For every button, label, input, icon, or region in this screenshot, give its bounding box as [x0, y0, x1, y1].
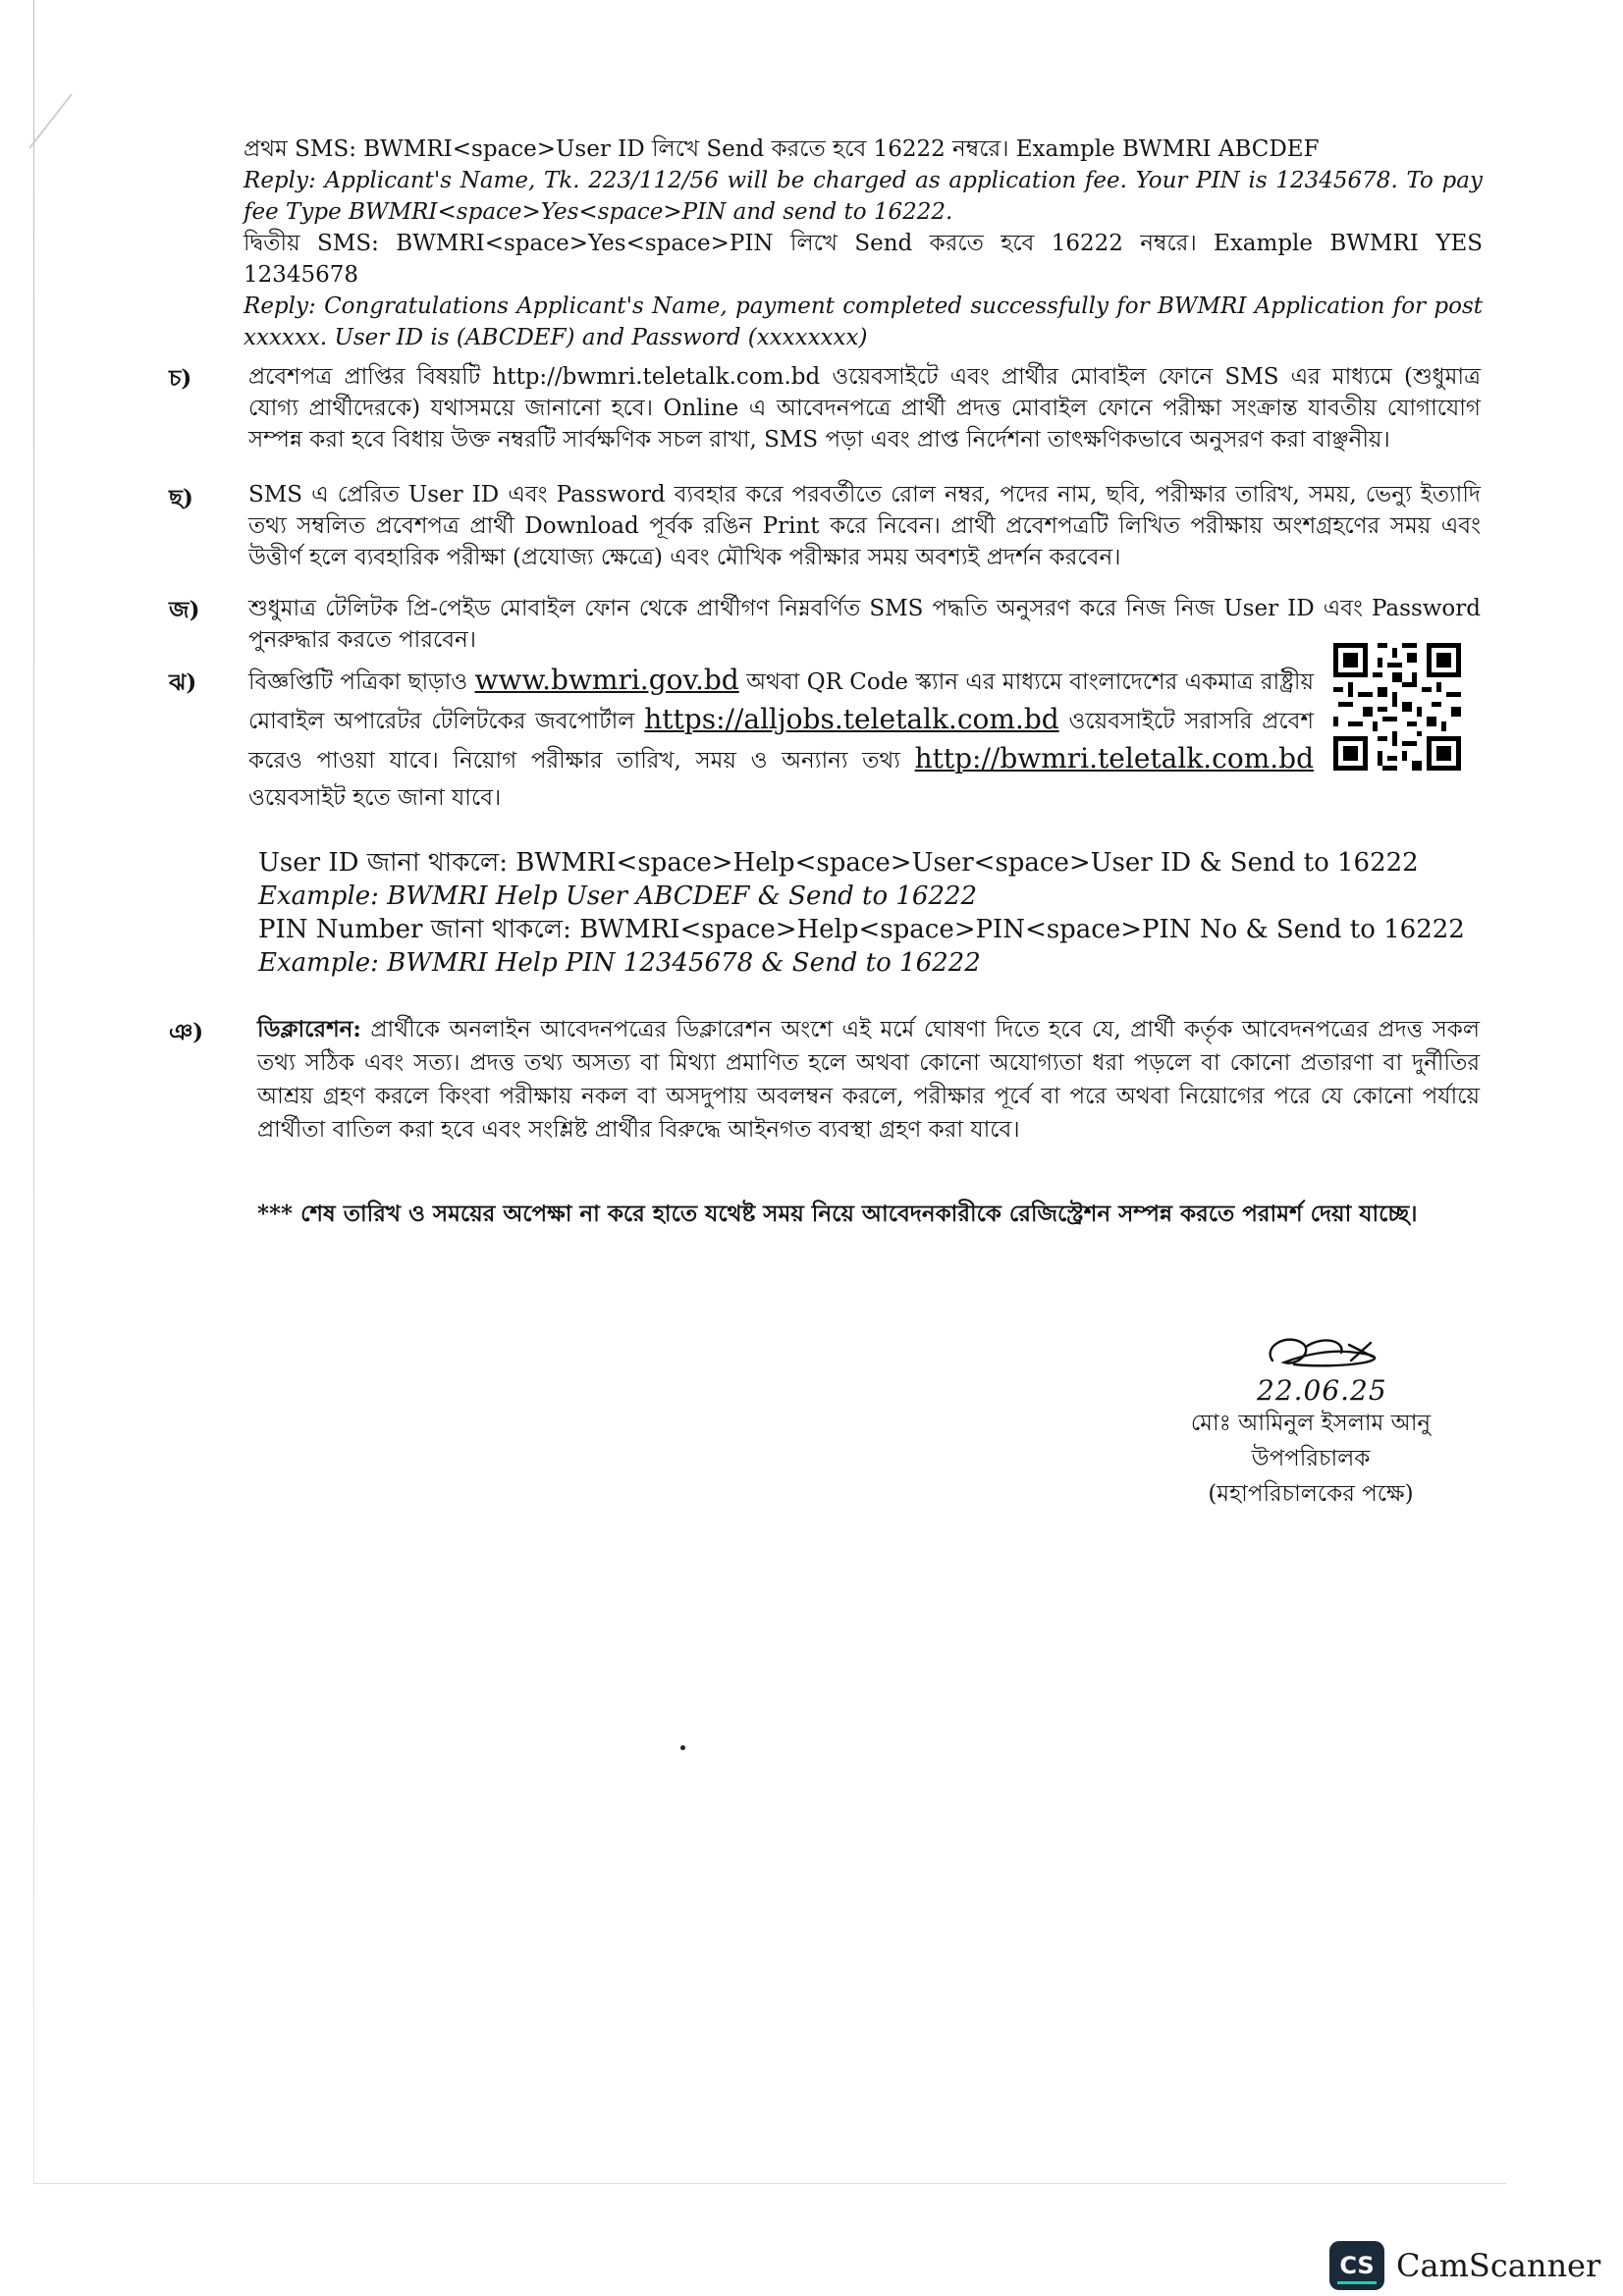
stray-ink-dot: [680, 1745, 685, 1750]
recovery-pin-line: PIN Number জানা থাকলে: BWMRI<space>Help<space>PIN<space>PIN No & Send to 16222: [258, 915, 1465, 944]
item-credential-recovery: শুধুমাত্র টেলিটক প্রি-পেইড মোবাইল ফোন থেকে প্রার্থীগণ নিম্নবর্ণিত SMS পদ্ধতি অনুসরণ করে নিজ নিজ User ID এবং Password পুনরুদ্ধার করতে পারবেন।: [248, 596, 1481, 653]
scan-corner-fold: [28, 93, 73, 148]
circular-text-c: ওয়েবসাইটে সরাসরি প্রবেশ করেও পাওয়া যাবে। নিয়োগ পরীক্ষার তারিখ, সময় ও অন্যান্য তথ্য: [248, 709, 1315, 774]
declaration-text: প্রার্থীকে অনলাইন আবেদনপত্রের ডিক্লারেশন অংশে এই মর্মে ঘোষণা দিতে হবে যে, প্রার্থী কর্তৃক আবেদনপত্রের প্রদত্ত সকল তথ্য সঠিক এবং সত্য। প্রদত্ত তথ্য অসত্য বা মিথ্যা প্রমাণিত হলে অথবা কোনো অযোগ্যতা ধরা পড়লে বা কোনো প্রতারণা বা দুর্নীতির আশ্রয় গ্রহণ করলে কিংবা পরীক্ষায় নকল বা অসদুপায় অবলম্বন করলে, পরীক্ষার পূর্বে বা পরে অথবা নিয়োগের পরে যে কোনো পর্যায়ে প্রার্থীতা বাতিল করা হবে এবং সংশ্লিষ্ট প্রার্থীর বিরুদ্ধে আইনগত ব্যবস্থা গ্রহণ করা যাবে।: [257, 1017, 1481, 1143]
sms-second-line: দ্বিতীয় SMS: BWMRI<space>Yes<space>PIN লিখে Send করতে হবে 16222 নম্বরে। Example BWMRI YES 12345678: [243, 231, 1483, 288]
signatory-block: [1149, 1406, 1473, 1512]
camscanner-label: CamScanner: [1396, 2247, 1601, 2284]
scan-page-edge: [33, 0, 34, 2184]
item-marker-cha: চ): [169, 365, 192, 392]
sms-registration-block: [243, 133, 1483, 353]
signatory-designation: উপপরিচালক: [1251, 1446, 1371, 1471]
circular-text-a: বিজ্ঞপ্তিটি পত্রিকা ছাড়াও: [248, 669, 468, 695]
bwmri-teletalk-link[interactable]: http://bwmri.teletalk.com.bd: [914, 742, 1314, 774]
qr-code-icon[interactable]: [1333, 643, 1461, 771]
scan-page-bottom-edge: [33, 2183, 1506, 2184]
camscanner-logo-text: CS: [1339, 2252, 1375, 2279]
item-declaration: [257, 1013, 1480, 1147]
item-marker-ja: জ): [169, 597, 200, 623]
sms-first-line: প্রথম SMS: BWMRI<space>User ID লিখে Send করতে হবে 16222 নম্বরে। Example BWMRI ABCDEF: [243, 136, 1320, 162]
deadline-advice-note: *** শেষ তারিখ ও সময়ের অপেক্ষা না করে হাতে যথেষ্ট সময় নিয়ে আবেদনকারীকে রেজিস্ট্রেশন সম্পন্ন করতে পরামর্শ দেয়া যাচ্ছে।: [257, 1201, 1418, 1227]
sms-first-reply: Reply: Applicant's Name, Tk. 223/112/56 will be charged as application fee. Your PIN is 12345678. To pay fee Type BWMRI<space>Yes<space>PIN and send to 16222.: [243, 168, 1483, 225]
bwmri-gov-link[interactable]: www.bwmri.gov.bd: [474, 664, 739, 696]
alljobs-teletalk-link[interactable]: https://alljobs.teletalk.com.bd: [644, 703, 1059, 735]
recovery-sms-block: [258, 846, 1476, 980]
item-marker-chha: ছ): [169, 485, 193, 511]
recovery-pin-example: Example: BWMRI Help PIN 12345678 & Send to 16222: [258, 948, 981, 978]
camscanner-watermark: [1329, 2241, 1600, 2290]
recovery-userid-line: User ID জানা থাকলে: BWMRI<space>Help<space>User<space>User ID & Send to 16222: [258, 848, 1419, 878]
camscanner-logo-icon: [1329, 2241, 1384, 2290]
signatory-on-behalf: (মহাপরিচালকের পক্ষে): [1208, 1481, 1414, 1507]
sms-second-reply: Reply: Congratulations Applicant's Name, payment completed successfully for BWMRI Application for post xxxxxx. User ID is (ABCDEF) and Password (xxxxxxxx): [243, 294, 1483, 350]
item-circular-availability: [248, 662, 1314, 817]
item-admit-card-download: SMS এ প্রেরিত User ID এবং Password ব্যবহার করে পরবর্তীতে রোল নম্বর, পদের নাম, ছবি, পরীক্ষার তারিখ, সময়, ভেন্যু ইত্যাদি তথ্য সম্বলিত প্রবেশপত্র প্রার্থী Download পূর্বক রঙিন Print করে নিবেন। প্রার্থী প্রবেশপত্রটি লিখিত পরীক্ষায় অংশগ্রহণের সময় এবং উত্তীর্ণ হলে ব্যবহারিক পরীক্ষা (প্রযোজ্য ক্ষেত্রে) এবং মৌখিক পরীক্ষার সময় অবশ্যই প্রদর্শন করবেন।: [248, 482, 1481, 570]
circular-text-b: অথবা QR Code স্ক্যান এর মাধ্যমে বাংলাদেশের একমাত্র রাষ্ট্রীয় মোবাইল অপারেটর টেলিটকের জবপোর্টাল: [248, 669, 1315, 734]
item-marker-jha: ঝ): [169, 669, 197, 696]
item-marker-nya: ঞ): [169, 1019, 204, 1045]
circular-text-d: ওয়েবসাইট হতে জানা যাবে।: [248, 785, 502, 811]
signatory-name: মোঃ আমিনুল ইসলাম আনু: [1190, 1411, 1432, 1436]
signature-date: 22.06.25: [1257, 1374, 1387, 1407]
declaration-lead: ডিক্লারেশন:: [257, 1016, 361, 1042]
recovery-userid-example: Example: BWMRI Help User ABCDEF & Send to 16222: [258, 881, 978, 911]
item-admit-card-notice: প্রবেশপত্র প্রাপ্তির বিষয়টি http://bwmri.teletalk.com.bd ওয়েবসাইটে এবং প্রার্থীর মোবাইল ফোনে SMS এর মাধ্যমে (শুধুমাত্র যোগ্য প্রার্থীদেরকে) যথাসময়ে জানানো হবে। Online এ আবেদনপত্রে প্রার্থী প্রদত্ত মোবাইল ফোনে পরীক্ষা সংক্রান্ত যাবতীয় যোগাযোগ সম্পন্ন করা হবে বিধায় উক্ত নম্বরটি সার্বক্ষণিক সচল রাখা, SMS পড়া এবং প্রাপ্ত নির্দেশনা তাৎক্ষণিকভাবে অনুসরণ করা বাঞ্ছনীয়।: [248, 364, 1481, 453]
